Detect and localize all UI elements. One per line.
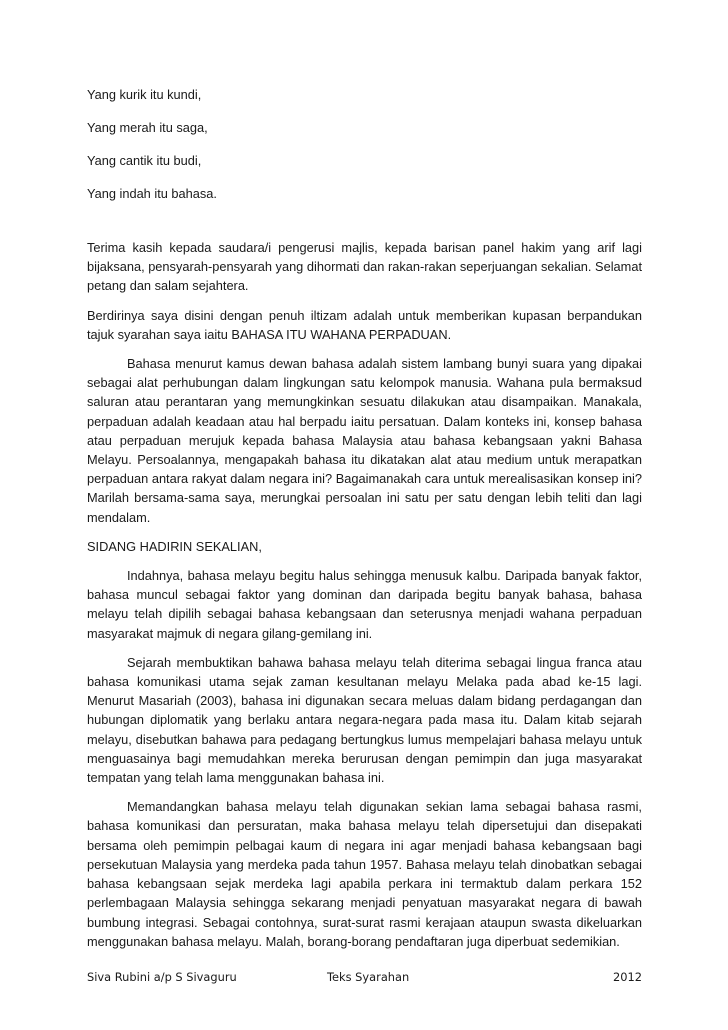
footer-doc-type: Teks Syarahan	[327, 970, 410, 984]
body-paragraph: Indahnya, bahasa melayu begitu halus sehingga menusuk kalbu. Daripada banyak faktor, bahasa muncul sebagai faktor yang dominan dan daripada begitu banyak bahasa, bahasa melayu telah dipilih sebagai bahasa kebangsaan dan seterusnya menjadi wahana perpaduan masyarakat majmuk di negara gilang-gemilang ini.	[87, 568, 642, 641]
footer-year: 2012	[613, 970, 642, 984]
footer-author: Siva Rubini a/p S Sivaguru	[87, 970, 237, 984]
opening-pantun	[87, 87, 647, 219]
speech-body	[87, 238, 642, 961]
definition-paragraph: Bahasa menurut kamus dewan bahasa adalah sistem lambang bunyi suara yang dipakai sebagai alat perhubungan dalam lingkungan satu kelompok manusia. Wahana pula bermaksud saluran atau perantaran yang memungkinkan sesuatu dilakukan atau disampaikan. Manakala, perpaduan adalah keadaan atau hal berpadu iaitu persatuan. Dalam konteks ini, konsep bahasa atau perpaduan merujuk kepada bahasa Malaysia atau bahasa kebangsaan yakni Bahasa Melayu. Persoalannya, mengapakah bahasa itu dikatakan alat atau medium untuk merapatkan perpaduan antara rakyat dalam negara ini? Bagaimanakah cara untuk merealisasikan konsep ini? Marilah bersama-sama saya, merungkai persoalan ini satu per satu dengan lebih teliti dan lagi mendalam.	[87, 356, 642, 525]
body-paragraph: Memandangkan bahasa melayu telah digunakan sekian lama sebagai bahasa rasmi, bahasa komunikasi dan persuratan, maka bahasa melayu telah dipersetujui dan disepakati bersama oleh pemimpin pelbagai kaum di negara ini agar menjadi bahasa kebangsaan bagi persekutuan Malaysia yang merdeka pada tahun 1957. Bahasa melayu telah dinobatkan sebagai bahasa kebangsaan sejak merdeka lagi apabila perkara ini termaktub dalam perkara 152 perlembagaan Malaysia sehingga sekarang menjadi penyatuan masyarakat negara di bawah bumbung integrasi. Sebagai contohnya, surat-surat rasmi kerajaan ataupun swasta dikeluarkan menggunakan bahasa melayu. Malah, borang-borang pendaftaran juga diperbuat sedemikian.	[87, 799, 642, 949]
pantun-line: Yang merah itu saga,	[87, 120, 208, 135]
pantun-line: Yang indah itu bahasa.	[87, 186, 217, 201]
section-heading: SIDANG HADIRIN SEKALIAN,	[87, 538, 262, 554]
greeting-paragraph: Terima kasih kepada saudara/i pengerusi majlis, kepada barisan panel hakim yang arif lagi bijaksana, pensyarah-pensyarah yang dihormati dan rakan-rakan seperjuangan sekalian. Selamat petang dan salam sejahtera.	[87, 240, 642, 294]
page-footer	[87, 970, 642, 988]
pantun-line: Yang cantik itu budi,	[87, 153, 202, 168]
body-paragraph: Sejarah membuktikan bahawa bahasa melayu telah diterima sebagai lingua franca atau bahasa komunikasi utama sejak zaman kesultanan melayu Melaka pada abad ke-15 lagi. Menurut Masariah (2003), bahasa ini digunakan secara meluas dalam bidang perdagangan dan hubungan diplomatik yang berlaku antara negara-negara pada masa itu. Dalam kitab sejarah melayu, disebutkan bahawa para pedagang bertungkus lumus mempelajari bahasa melayu untuk menguasainya bagi memudahkan mereka berurusan dengan pemimpin dan juga masyarakat tempatan yang telah lama menggunakan bahasa ini.	[87, 654, 642, 786]
pantun-line: Yang kurik itu kundi,	[87, 87, 202, 102]
intro-paragraph: Berdirinya saya disini dengan penuh iltizam adalah untuk memberikan kupasan berpandukan tajuk syarahan saya iaitu BAHASA ITU WAHANA PERPADUAN.	[87, 307, 642, 342]
